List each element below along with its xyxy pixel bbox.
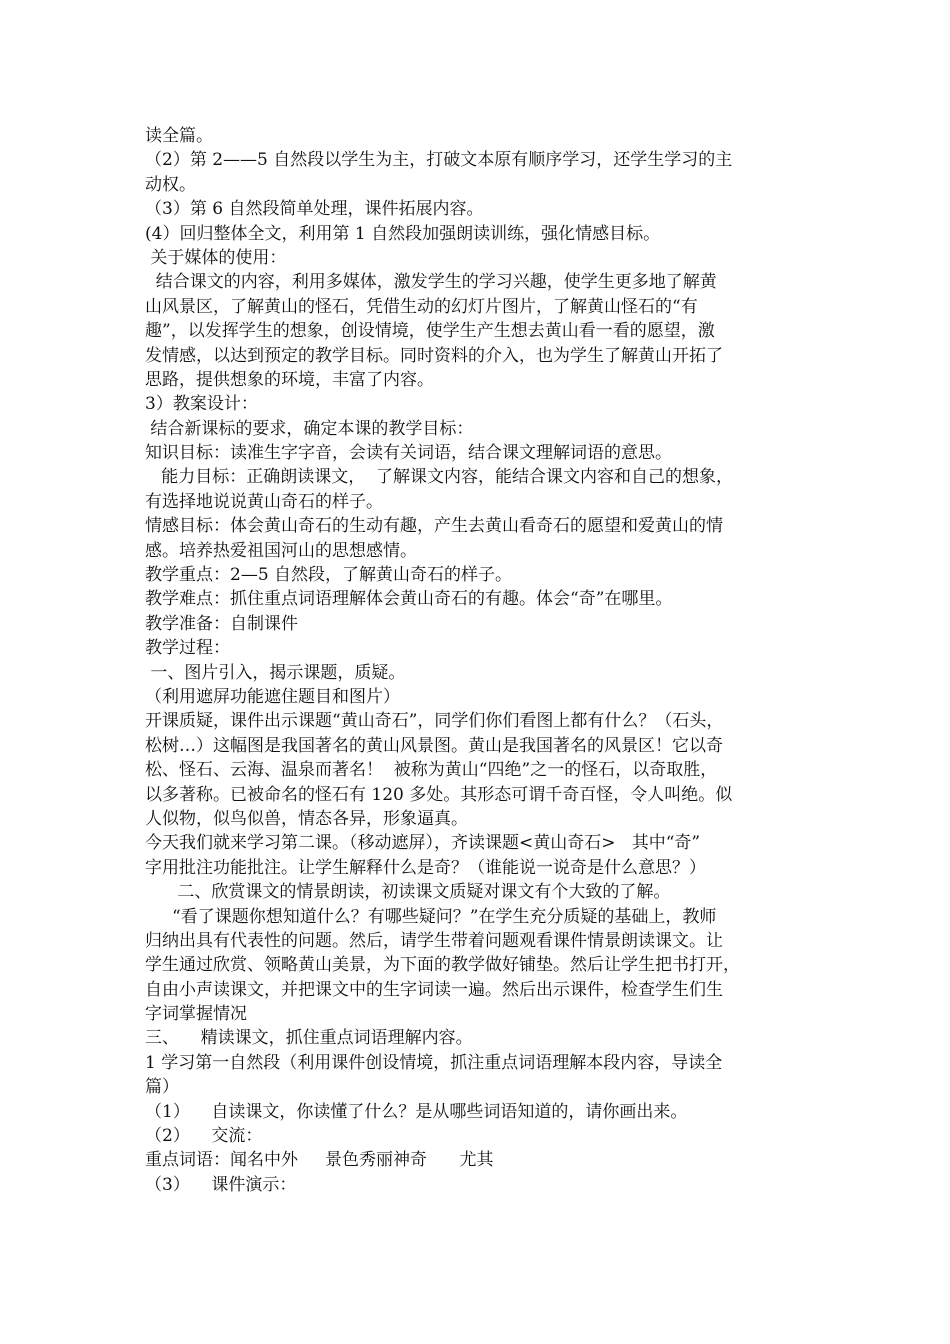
text-line: 读全篇。 bbox=[145, 126, 213, 146]
text-line: 3）教案设计： bbox=[145, 394, 258, 415]
text-line: 重点词语：闻名中外 景色秀丽神奇 尤其 bbox=[145, 1150, 494, 1171]
text-line: 一、图片引入，揭示课题，质疑。 bbox=[145, 662, 406, 683]
text-line: 情感目标：体会黄山奇石的生动有趣，产生去黄山看奇石的愿望和爱黄山的情 bbox=[145, 516, 723, 537]
text-line: 结合课文的内容，利用多媒体，激发学生的学习兴趣，使学生更多地了解黄 bbox=[145, 272, 717, 293]
text-line: 关于媒体的使用： bbox=[145, 247, 287, 268]
text-line: （2） 交流： bbox=[145, 1126, 263, 1147]
text-line: 知识目标：读准生字字音，会读有关词语，结合课文理解词语的意思。 bbox=[145, 443, 672, 464]
text-line: （3）第 6 自然段简单处理，课件拓展内容。 bbox=[145, 199, 484, 220]
text-line: 人似物，似鸟似兽，情态各异，形象逼真。 bbox=[145, 808, 468, 829]
text-line: 教学重点：2—5 自然段，了解黄山奇石的样子。 bbox=[145, 565, 513, 586]
text-line: （3） 课件演示： bbox=[145, 1174, 297, 1195]
text-line: 开课质疑，课件出示课题“黄山奇石”，同学们你们看图上都有什么？（石头， bbox=[145, 711, 724, 732]
text-line: 发情感，以达到预定的教学目标。同时资料的介入，也为学生了解黄山开拓了 bbox=[145, 345, 723, 366]
text-line: “看了课题你想知道什么？有哪些疑问？”在学生充分质疑的基础上，教师 bbox=[145, 906, 717, 927]
text-line: 松树…）这幅图是我国著名的黄山风景图。黄山是我国著名的风景区！它以奇 bbox=[145, 735, 723, 756]
text-line: 三、 精读课文，抓住重点词语理解内容。 bbox=[145, 1028, 473, 1049]
text-line: (4）回归整体全文，利用第 1 自然段加强朗读训练，强化情感目标。 bbox=[145, 223, 661, 244]
text-line: 自由小声读课文，并把课文中的生字词读一遍。然后出示课件，检查学生们生 bbox=[145, 979, 723, 1000]
text-line: 感。培养热爱祖国河山的思想感情。 bbox=[145, 540, 417, 561]
text-line: 二、欣赏课文的情景朗读，初读课文质疑对课文有个大致的了解。 bbox=[145, 882, 671, 903]
text-line: 山风景区，了解黄山的怪石，凭借生动的幻灯片图片，了解黄山怪石的“有 bbox=[145, 296, 698, 317]
text-line: 字用批注功能批注。让学生解释什么是奇？（谁能说一说奇是什么意思？） bbox=[145, 857, 706, 878]
text-line: （利用遮屏功能遮住题目和图片） bbox=[145, 686, 400, 707]
text-line: 1 学习第一自然段（利用课件创设情境，抓注重点词语理解本段内容，导读全 bbox=[145, 1052, 723, 1073]
text-line: 松、怪石、云海、温泉而著名！ 被称为黄山“四绝”之一的怪石，以奇取胜， bbox=[145, 760, 718, 781]
text-line: 学生通过欣赏、领略黄山美景，为下面的教学做好铺垫。然后让学生把书打开， bbox=[145, 955, 740, 976]
text-line: 篇） bbox=[145, 1077, 179, 1098]
text-line: 有选择地说说黄山奇石的样子。 bbox=[145, 491, 383, 512]
text-line: 思路，提供想象的环境，丰富了内容。 bbox=[145, 369, 434, 390]
text-line: 归纳出具有代表性的问题。然后，请学生带着问题观看课件情景朗读课文。让 bbox=[145, 930, 723, 951]
text-line: 以多著称。已被命名的怪石有 120 多处。其形态可谓千奇百怪，令人叫绝。似 bbox=[145, 784, 733, 805]
text-line: 教学难点：抓住重点词语理解体会黄山奇石的有趣。体会“奇”在哪里。 bbox=[145, 589, 673, 610]
text-line: 教学准备：自制课件 bbox=[145, 613, 298, 634]
text-line: 趣”，以发挥学生的想象，创设情境，使学生产生想去黄山看一看的愿望，激 bbox=[145, 321, 715, 342]
text-line: （2）第 2——5 自然段以学生为主，打破文本原有顺序学习，还学生学习的主 bbox=[145, 150, 733, 171]
text-line: 能力目标：正确朗读课文， 了解课文内容，能结合课文内容和自己的想象， bbox=[145, 467, 734, 488]
text-line: 动权。 bbox=[145, 174, 196, 195]
text-line: 结合新课标的要求，确定本课的教学目标： bbox=[145, 418, 474, 439]
text-line: （1） 自读课文，你读懂了什么？是从哪些词语知道的，请你画出来。 bbox=[145, 1101, 688, 1122]
document-page bbox=[145, 124, 805, 1197]
text-line: 教学过程： bbox=[145, 638, 230, 659]
text-line: 今天我们就来学习第二课。（移动遮屏），齐读课题<黄山奇石> 其中“奇” bbox=[145, 833, 701, 854]
text-line: 字词掌握情况 bbox=[145, 1004, 247, 1025]
